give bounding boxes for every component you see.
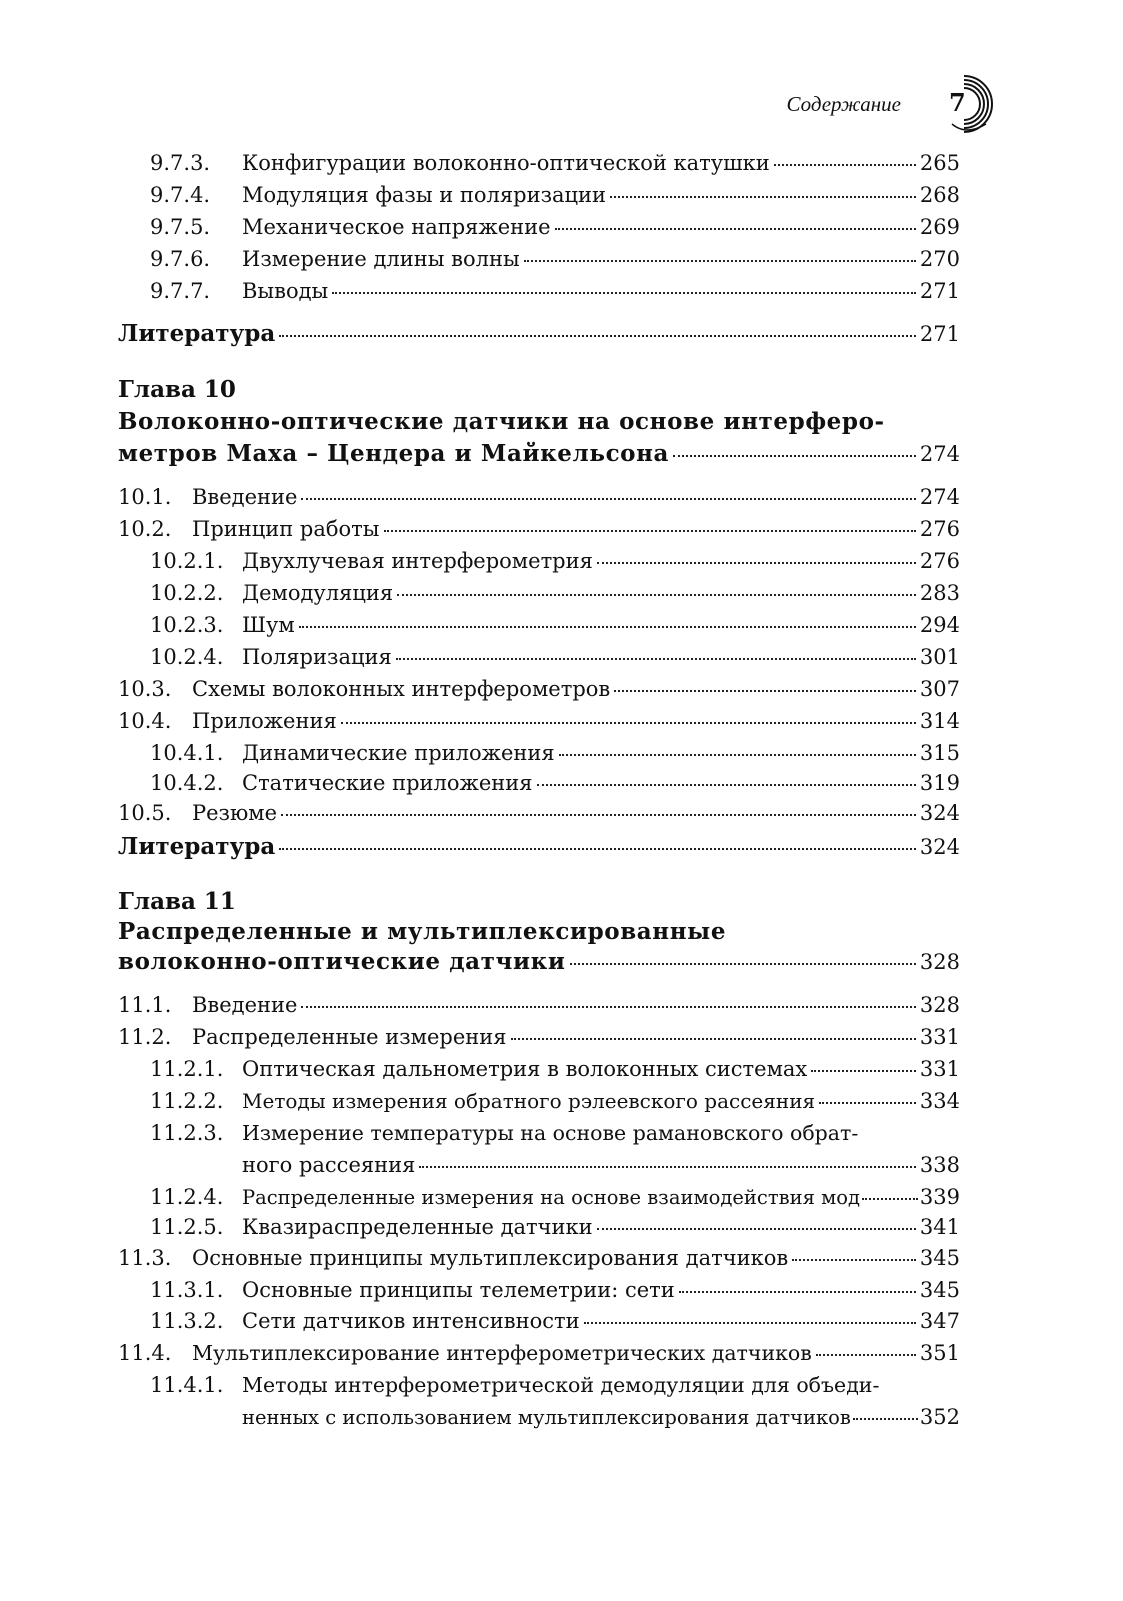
leader-dots: [673, 455, 916, 457]
page-ref: 301: [919, 645, 960, 669]
section-title: Измерение длины волны: [242, 247, 520, 271]
page-ref: 328: [919, 950, 960, 974]
section-title-continuation: ненных с использованием мультиплексирования датчиков: [242, 1406, 851, 1429]
toc-entry[interactable]: [150, 741, 960, 765]
leader-dots: [396, 658, 916, 660]
toc-entry[interactable]: [150, 1309, 960, 1333]
section-number: 11.3.: [118, 1246, 172, 1270]
page-ref: 276: [919, 549, 960, 573]
page-ref: 352: [919, 1405, 960, 1429]
page-ref: 276: [919, 517, 960, 541]
leader-dots: [862, 1198, 918, 1200]
toc-entry[interactable]: [150, 1185, 960, 1209]
section-title: Поляризация: [242, 645, 392, 669]
section-title: Методы измерения обратного рэлеевского рассеяния: [242, 1089, 816, 1113]
page-ref: 328: [919, 993, 960, 1017]
leader-dots: [524, 260, 916, 262]
leader-dots: [792, 1259, 916, 1261]
chapter-title-line: Распределенные и мультиплексированные: [118, 918, 727, 945]
page-ref: 341: [919, 1215, 960, 1239]
toc-entry[interactable]: [118, 709, 960, 733]
chapter-label: Глава 11: [118, 888, 236, 915]
leader-dots: [597, 562, 916, 564]
toc-entry-first-line[interactable]: [150, 1121, 858, 1145]
section-number: 10.4.1.: [150, 741, 224, 765]
leader-dots: [299, 626, 916, 628]
page-ref: 331: [919, 1057, 960, 1081]
toc-entry-literature[interactable]: [118, 320, 960, 347]
page-ref: 314: [919, 709, 960, 733]
toc-entry-literature[interactable]: [118, 833, 960, 860]
section-title: Принцип работы: [192, 517, 380, 541]
toc-entry-continuation[interactable]: [242, 1405, 960, 1429]
literature-title: Литература: [118, 833, 276, 860]
toc-entry[interactable]: [118, 677, 960, 701]
section-number: 10.2.4.: [150, 645, 224, 669]
section-number: 10.2.1.: [150, 549, 224, 573]
leader-dots: [301, 1006, 915, 1008]
page-ref: 265: [919, 151, 960, 175]
section-number: 10.2.: [118, 517, 172, 541]
toc-entry[interactable]: [118, 993, 960, 1017]
leader-dots: [341, 722, 916, 724]
page-ref: 315: [919, 741, 960, 765]
section-number: 11.4.1.: [150, 1373, 224, 1397]
toc-entry[interactable]: [150, 645, 960, 669]
section-number: 11.2.4.: [150, 1185, 224, 1209]
section-number: 11.2.5.: [150, 1215, 224, 1239]
section-title: Статические приложения: [242, 771, 533, 795]
page-ref: 324: [919, 801, 960, 825]
leader-dots: [811, 1070, 916, 1072]
toc-entry[interactable]: [150, 549, 960, 573]
running-title: Содержание: [786, 92, 901, 116]
leader-dots: [397, 594, 916, 596]
toc-entry[interactable]: [150, 247, 960, 271]
leader-dots: [614, 690, 916, 692]
section-title: Измерение температуры на основе рамановского обрат-: [242, 1121, 859, 1145]
page-ref: 268: [919, 183, 960, 207]
page-ref: 274: [919, 442, 960, 466]
section-title: Методы интерферометрической демодуляции для объеди-: [242, 1373, 880, 1397]
page-ref: 345: [919, 1246, 960, 1270]
toc-entry-chapter[interactable]: [118, 948, 960, 975]
leader-dots: [281, 814, 916, 816]
page-ref: 269: [919, 215, 960, 239]
section-number: 10.2.3.: [150, 613, 224, 637]
section-title: Основные принципы мультиплексирования датчиков: [192, 1246, 789, 1270]
page-ref: 324: [919, 835, 960, 859]
leader-dots: [816, 1354, 916, 1356]
section-number: 10.1.: [118, 485, 172, 509]
page-ref: 307: [919, 677, 960, 701]
toc-entry[interactable]: [150, 1215, 960, 1239]
section-number: 11.2.1.: [150, 1057, 224, 1081]
section-title: Резюме: [192, 801, 278, 825]
leader-dots: [511, 1038, 916, 1040]
leader-dots: [419, 1166, 916, 1168]
section-title: Выводы: [242, 279, 329, 303]
leader-dots: [559, 754, 916, 756]
section-title: Распределенные измерения на основе взаимодействия мод: [242, 1186, 860, 1209]
toc-entry[interactable]: [118, 801, 960, 825]
page-ref: 338: [919, 1153, 960, 1177]
section-title: Введение: [192, 993, 298, 1017]
section-number: 11.2.2.: [150, 1089, 224, 1113]
section-title: Распределенные измерения: [192, 1025, 507, 1049]
leader-dots: [679, 1291, 916, 1293]
section-number: 9.7.5.: [150, 215, 211, 239]
toc-entry[interactable]: [150, 581, 960, 605]
section-number: 10.5.: [118, 801, 172, 825]
page-ref: 351: [919, 1341, 960, 1365]
toc-entry-chapter[interactable]: [118, 440, 960, 467]
section-number: 9.7.6.: [150, 247, 211, 271]
leader-dots: [301, 498, 915, 500]
chapter-title-line: Волоконно-оптические датчики на основе интерферо-: [118, 408, 885, 435]
section-number: 11.2.3.: [150, 1121, 224, 1145]
page-ref: 283: [919, 581, 960, 605]
section-title: Сети датчиков интенсивности: [242, 1309, 580, 1333]
toc-entry[interactable]: [118, 1341, 960, 1365]
toc-entry[interactable]: [150, 1278, 960, 1302]
section-number: 10.2.2.: [150, 581, 224, 605]
leader-dots: [819, 1102, 916, 1104]
toc-entry[interactable]: [118, 1246, 960, 1270]
section-number: 11.3.2.: [150, 1309, 224, 1333]
toc-entry-continuation[interactable]: [242, 1153, 960, 1177]
toc-entry[interactable]: [118, 517, 960, 541]
leader-dots: [570, 963, 916, 965]
leader-dots: [555, 228, 916, 230]
section-number: 9.7.7.: [150, 279, 211, 303]
page-header: [0, 72, 1123, 136]
toc-entry[interactable]: [150, 215, 960, 239]
page-ref: 319: [919, 771, 960, 795]
page-ref: 345: [919, 1278, 960, 1302]
section-title: Мультиплексирование интерферометрических датчиков: [192, 1341, 812, 1365]
page-number: 7: [949, 88, 966, 117]
section-title: Оптическая дальнометрия в волоконных системах: [242, 1057, 808, 1081]
section-title: Введение: [192, 485, 298, 509]
page-ref: 294: [919, 613, 960, 637]
leader-dots: [774, 164, 916, 166]
leader-dots: [853, 1418, 918, 1420]
toc-entry[interactable]: [150, 279, 960, 303]
chapter-title-line: волоконно-оптические датчики: [118, 948, 566, 975]
section-title: Приложения: [192, 709, 337, 733]
section-title: Двухлучевая интерферометрия: [242, 549, 593, 573]
toc-entry[interactable]: [150, 1089, 960, 1113]
page-ref: 331: [919, 1025, 960, 1049]
leader-dots: [537, 784, 916, 786]
section-title: Конфигурации волоконно-оптической катушки: [242, 151, 770, 175]
section-number: 11.2.: [118, 1025, 172, 1049]
toc-entry[interactable]: [150, 1057, 960, 1081]
page-ref: 270: [919, 247, 960, 271]
page-ref: 334: [919, 1089, 960, 1113]
page-ref: 347: [919, 1309, 960, 1333]
toc-entry-first-line[interactable]: [150, 1373, 879, 1397]
literature-title: Литература: [118, 320, 276, 347]
leader-dots: [332, 292, 916, 294]
leader-dots: [279, 848, 916, 850]
page-ref: 274: [919, 485, 960, 509]
page-ref: 271: [919, 279, 960, 303]
section-title: Динамические приложения: [242, 741, 555, 765]
section-number: 10.3.: [118, 677, 172, 701]
section-title: Демодуляция: [242, 581, 394, 605]
section-number: 9.7.3.: [150, 151, 211, 175]
section-title-continuation: ного рассеяния: [242, 1153, 416, 1177]
toc-entry[interactable]: [150, 151, 960, 175]
toc-entry[interactable]: [118, 1025, 960, 1049]
toc-entry[interactable]: [150, 183, 960, 207]
section-number: 11.4.: [118, 1341, 172, 1365]
toc-entry[interactable]: [150, 771, 960, 795]
section-title: Модуляция фазы и поляризации: [242, 183, 607, 207]
section-number: 10.4.: [118, 709, 172, 733]
toc-entry[interactable]: [118, 485, 960, 509]
section-title: Основные принципы телеметрии: сети: [242, 1278, 675, 1302]
chapter-label: Глава 10: [118, 376, 236, 403]
section-title: Схемы волоконных интерферометров: [192, 677, 611, 701]
page-ref: 271: [919, 322, 960, 346]
section-number: 9.7.4.: [150, 183, 211, 207]
section-title: Механическое напряжение: [242, 215, 551, 239]
leader-dots: [597, 1228, 916, 1230]
section-title: Шум: [242, 613, 295, 637]
chapter-title-line: метров Маха – Цендера и Майкельсона: [118, 440, 670, 467]
toc-entry[interactable]: [150, 613, 960, 637]
section-number: 10.4.2.: [150, 771, 224, 795]
leader-dots: [279, 335, 916, 337]
leader-dots: [610, 196, 916, 198]
section-title: Квазираспределенные датчики: [242, 1215, 593, 1239]
section-number: 11.3.1.: [150, 1278, 224, 1302]
page-ref: 339: [919, 1185, 960, 1209]
section-number: 11.1.: [118, 993, 172, 1017]
leader-dots: [584, 1322, 916, 1324]
leader-dots: [384, 530, 916, 532]
